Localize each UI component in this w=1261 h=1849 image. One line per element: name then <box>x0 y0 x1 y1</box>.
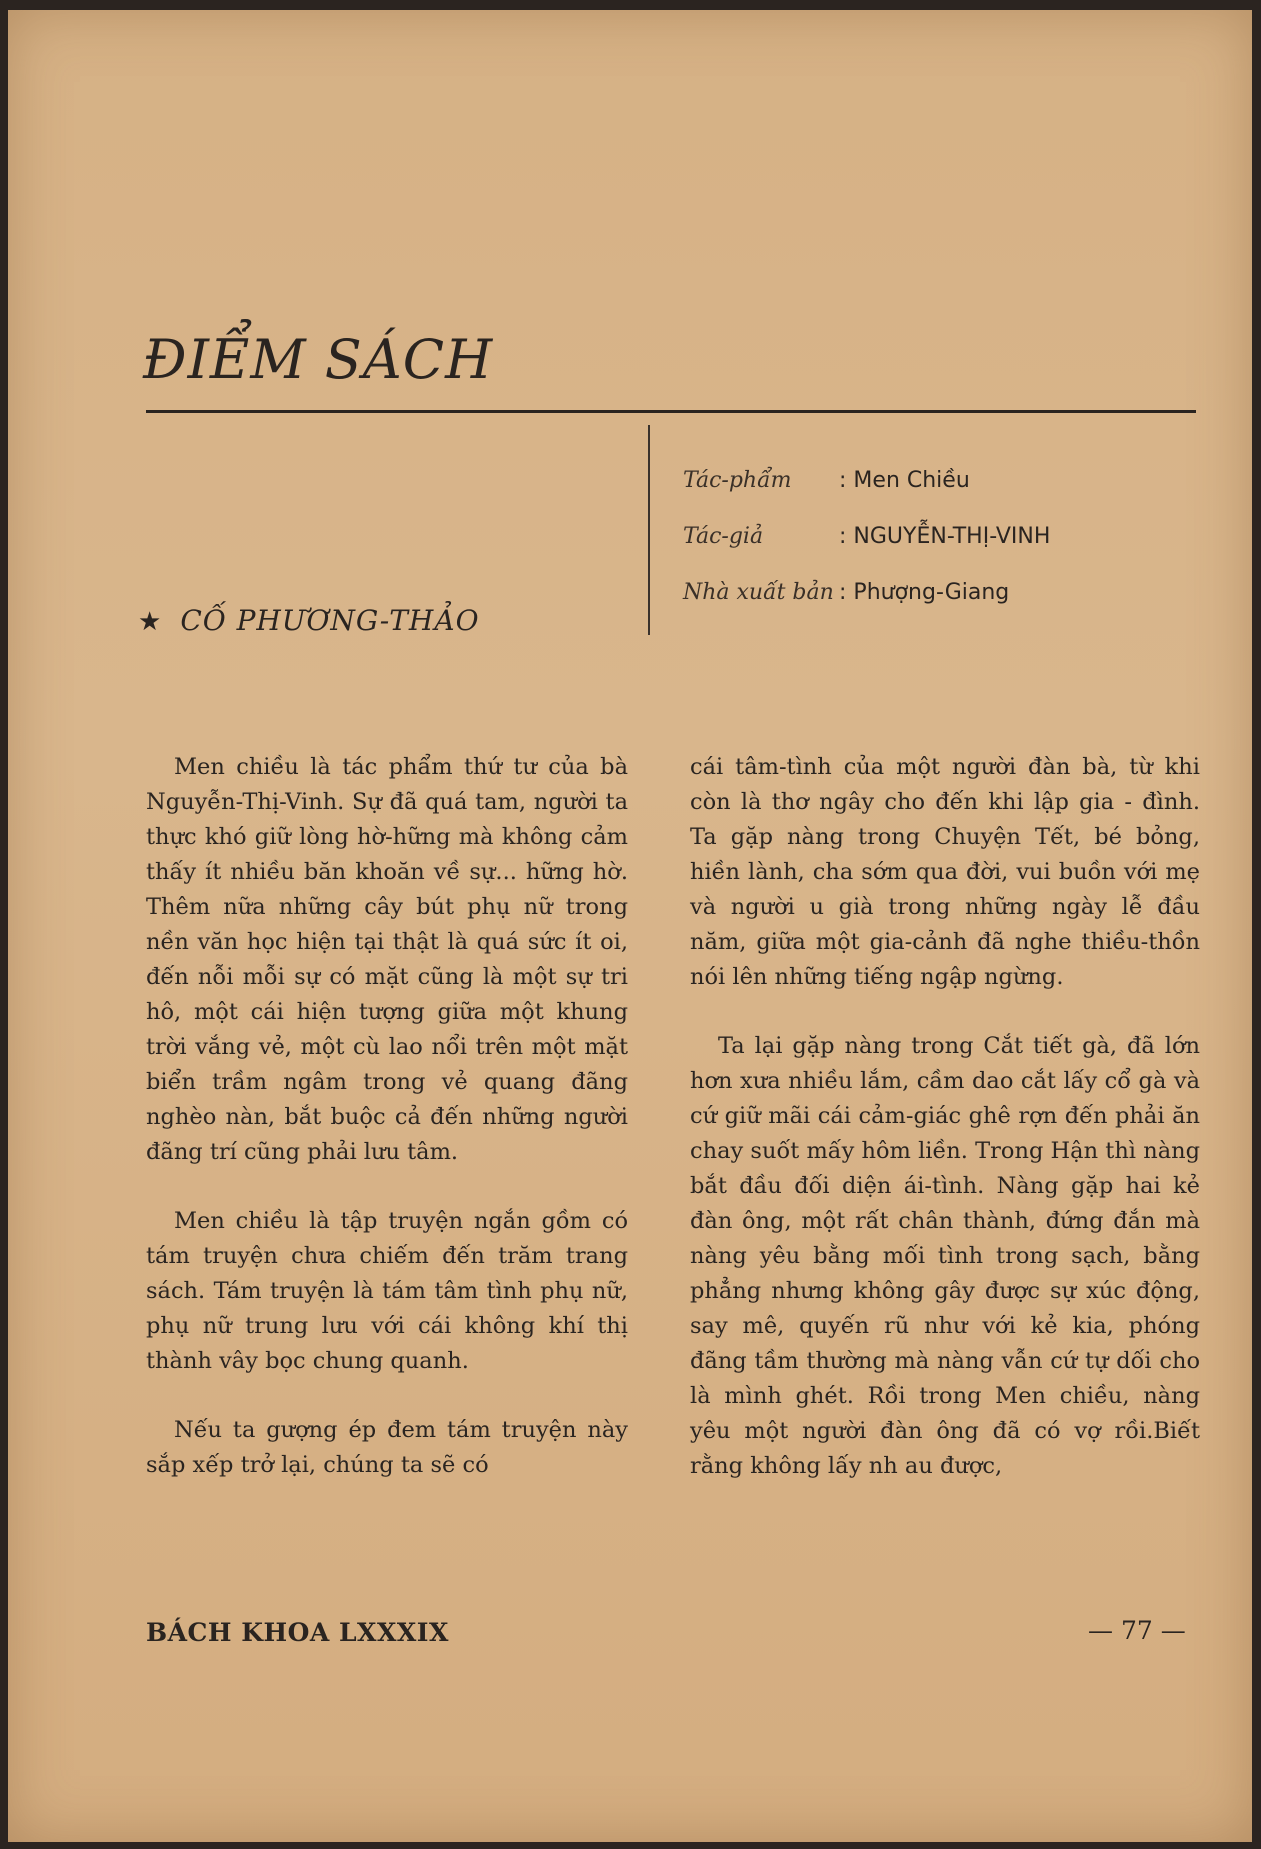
title-rule <box>146 410 1196 413</box>
page-number: — 77 — <box>1088 1616 1186 1645</box>
header-divider <box>648 425 650 635</box>
book-info-value: : Men Chiều <box>839 468 970 493</box>
reviewer-byline <box>138 604 480 637</box>
book-info-label: Tác-phẩm <box>683 468 792 493</box>
book-info-value: : Phượng-Giang <box>839 580 1010 605</box>
book-info-row <box>683 524 1203 580</box>
book-info-label: Nhà xuất bản <box>683 580 834 605</box>
paragraph: Men chiều là tập truyện ngắn gồm có tám truyện chưa chiếm đến trăm trang sách. Tám truyện là tám tâm tình phụ nữ, phụ nữ trung lưu với cái không khí thị thành vây bọc chung quanh. <box>146 1208 628 1374</box>
paragraph: Men chiều là tác phẩm thứ tư của bà Nguyễn-Thị-Vinh. Sự đã quá tam, người ta thực khó giữ lòng hờ-hững mà không cảm thấy ít nhiều băn khoăn về sự... hững hờ. Thêm nữa những cây bút phụ nữ trong nền văn học hiện tại thật là quá sức ít oi, đến nỗi mỗi sự có mặt cũng là một sự tri hô, một cái hiện tượng giữa một khung trời vắng vẻ, một cù lao nổi trên một mặt biển trầm ngâm trong vẻ quang đãng nghèo nàn, bắt buộc cả đến những người đãng trí cũng phải lưu tâm. <box>146 754 628 1165</box>
book-info-row <box>683 468 1203 524</box>
book-info-value: : NGUYỄN-THỊ-VINH <box>839 524 1051 549</box>
reviewer-name: CỐ PHƯƠNG-THẢO <box>180 604 480 637</box>
book-info-label: Tác-giả <box>683 524 764 549</box>
magazine-page <box>8 10 1252 1842</box>
magazine-name: BÁCH KHOA LXXXIX <box>146 1618 449 1647</box>
right-column <box>690 750 1200 1518</box>
star-icon: ★ <box>138 607 163 637</box>
book-info <box>683 468 1203 636</box>
paragraph: cái tâm-tình của một người đàn bà, từ khi còn là thơ ngây cho đến khi lập gia - đình. Ta gặp nàng trong Chuyện Tết, bé bỏng, hiền lành, cha sớm qua đời, vui buồn với mẹ và người u già trong những ngày lễ đầu năm, giữa một gia-cảnh đã nghe thiều-thồn nói lên những tiếng ngập ngừng. <box>690 754 1200 990</box>
left-column <box>146 750 628 1517</box>
book-info-row <box>683 580 1203 636</box>
paragraph: Nếu ta gượng ép đem tám truyện này sắp xếp trở lại, chúng ta sẽ có <box>146 1417 628 1478</box>
section-title: ĐIỂM SÁCH <box>143 328 494 391</box>
paragraph: Ta lại gặp nàng trong Cắt tiết gà, đã lớn hơn xưa nhiều lắm, cầm dao cắt lấy cổ gà và cứ giữ mãi cái cảm-giác ghê rợn đến phải ăn chay suốt mấy hôm liền. Trong Hận thì nàng bắt đầu đối diện ái-tình. Nàng gặp hai kẻ đàn ông, một rất chân thành, đứng đắn mà nàng yêu bằng mối tình trong sạch, bằng phẳng nhưng không gây được sự xúc động, say mê, quyến rũ như với kẻ kia, phóng đãng tầm thường mà nàng vẫn cứ tự dối cho là mình ghét. Rồi trong Men chiều, nàng yêu một người đàn ông đã có vợ rồi.Biết rằng không lấy nh au được, <box>690 1033 1200 1479</box>
